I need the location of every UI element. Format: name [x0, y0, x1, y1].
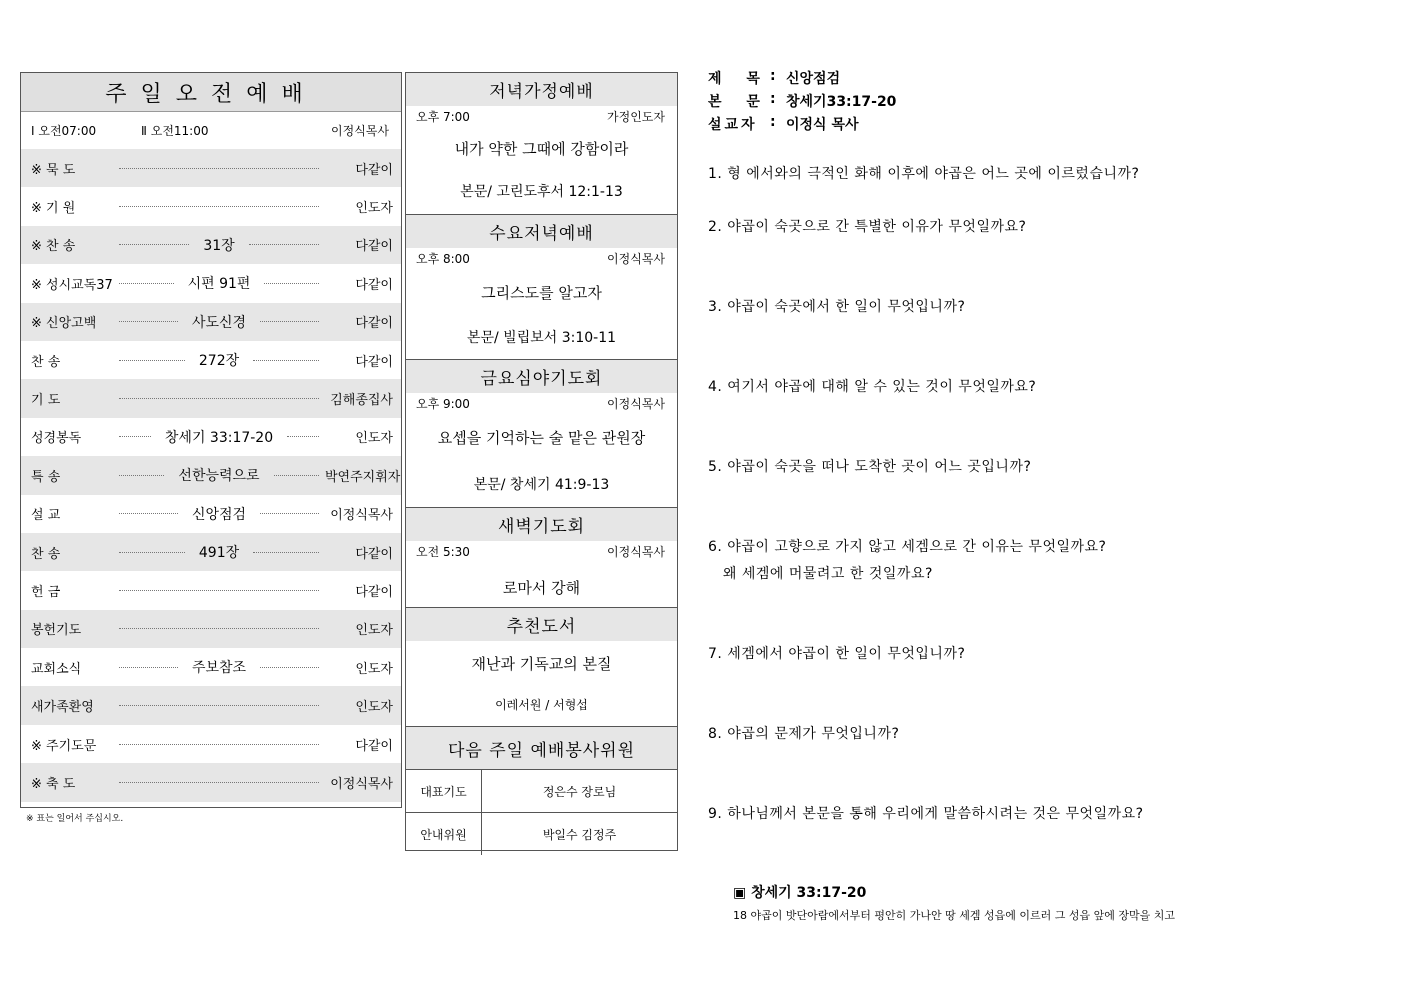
worship-item-leader-line: [113, 465, 325, 485]
worship-item-leader: 다같이: [355, 162, 393, 178]
worship-item-leader-line: [113, 235, 325, 255]
worship-item-leader: 다같이: [355, 316, 393, 332]
worship-order-row: [21, 763, 401, 801]
worship-item-leader-line: [113, 350, 325, 370]
worship-item-leader: 다같이: [355, 546, 393, 562]
dotted-leader: [264, 283, 319, 284]
friday-time: 오후 9:00: [416, 397, 470, 411]
worship-item-leader-line: [113, 504, 325, 524]
worship-item-label: 성경봉독: [31, 431, 82, 447]
dotted-leader: [119, 628, 319, 629]
worship-item-leader: 인도자: [355, 201, 393, 217]
dotted-leader: [274, 475, 319, 476]
dotted-leader: [119, 513, 178, 514]
worship-order-row: [21, 725, 401, 763]
worship-order-row: [21, 149, 401, 187]
title-key: 제 목: [708, 71, 770, 87]
worship-item-leader-line: [113, 744, 325, 745]
staff-names: 정은수 장로님: [482, 770, 678, 813]
question-8: 8. 야곱의 문제가 무엇입니까?: [708, 726, 900, 742]
dotted-leader: [119, 782, 319, 783]
worship-item-leader: 다같이: [355, 584, 393, 600]
worship-item-leader: 이정식목사: [330, 508, 393, 524]
wednesday-text: 본문/ 빌립보서 3:10-11: [466, 330, 617, 346]
evening-leader: 가정인도자: [607, 110, 665, 124]
worship-item-content: 주보참조: [191, 660, 247, 677]
book-author: 이레서원 / 서형섭: [495, 698, 588, 712]
worship-item-label: ※ 찬 송: [31, 239, 76, 255]
worship-item-leader-line: [113, 782, 325, 783]
dotted-leader: [260, 321, 319, 322]
evening-title: 저녁가정예배: [406, 73, 677, 106]
worship-item-content: 시편 91편: [187, 276, 251, 293]
dawn-prayer: [406, 508, 677, 608]
worship-item-leader: 다같이: [355, 354, 393, 370]
sermon-preacher: 이정식 목사: [786, 117, 859, 133]
question-4: 4. 여기서 야곱에 대해 알 수 있는 것이 무엇일까요?: [708, 379, 1037, 395]
dotted-leader: [119, 667, 178, 668]
worship-item-label: 특 송: [31, 469, 61, 485]
dotted-leader: [260, 513, 319, 514]
question-3: 3. 야곱이 숙곳에서 한 일이 무엇입니까?: [708, 299, 966, 315]
recommended-books: [406, 608, 677, 727]
worship-order-row: [21, 379, 401, 417]
friday-leader: 이정식목사: [607, 397, 665, 411]
dotted-leader: [119, 206, 319, 207]
dotted-leader: [119, 744, 319, 745]
bible-passage-title: ▣ 창세기 33:17-20: [733, 885, 867, 901]
worship-order-row: [21, 571, 401, 609]
evening-family-worship: [406, 73, 677, 215]
dotted-leader: [253, 552, 319, 553]
evening-time: 오후 7:00: [416, 110, 470, 124]
worship-item-label: 설 교: [31, 508, 61, 524]
worship-item-content: 선한능력으로: [178, 468, 260, 485]
dotted-leader: [253, 360, 319, 361]
books-title: 추천도서: [406, 608, 677, 641]
dotted-leader: [119, 705, 319, 706]
worship-order-row: [21, 226, 401, 264]
dotted-leader: [119, 552, 185, 553]
worship-item-label: ※ 기 원: [31, 201, 76, 217]
wednesday-time: 오후 8:00: [416, 252, 470, 266]
sunday-worship-title: 주일오전예배: [21, 73, 401, 112]
worship-item-label: 기 도: [31, 393, 61, 409]
worship-staff: [406, 727, 677, 855]
wednesday-sermon: 그리스도를 알고자: [481, 284, 602, 302]
dawn-time: 오전 5:30: [416, 545, 470, 559]
worship-order-row: [21, 187, 401, 225]
worship-item-leader: 인도자: [355, 700, 393, 716]
worship-item-content: 창세기 33:17-20: [164, 429, 274, 446]
dotted-leader: [119, 590, 319, 591]
worship-item-content: 491장: [198, 545, 240, 562]
worship-order-row: [21, 686, 401, 724]
staff-row: [406, 770, 677, 813]
worship-item-label: 헌 금: [31, 584, 61, 600]
worship-item-content: 31장: [203, 237, 235, 254]
dotted-leader: [287, 436, 319, 437]
worship-item-label: 새가족환영: [31, 700, 94, 716]
dawn-sermon: 로마서 강해: [502, 579, 581, 597]
worship-item-leader-line: [113, 273, 325, 293]
worship-order-row: [21, 418, 401, 456]
worship-item-leader: 이정식목사: [330, 776, 393, 792]
worship-item-leader: 다같이: [355, 277, 393, 293]
dotted-leader: [119, 436, 151, 437]
sermon-study-header: 제 목 : 신앙점검 본 문 : 창세기33:17-20 설교자 : 이정식 목사: [708, 68, 1388, 137]
worship-item-content: 사도신경: [191, 314, 247, 331]
worship-item-leader-line: [113, 398, 325, 399]
second-service-time: Ⅱ 오전11:00: [141, 124, 209, 138]
sunday-worship-table: [20, 72, 402, 808]
worship-order-row: [21, 533, 401, 571]
staff-role: 안내위원: [406, 813, 482, 856]
dotted-leader: [119, 398, 319, 399]
friday-title: 금요심야기도회: [406, 360, 677, 393]
friday-sermon: 요셉을 기억하는 술 맡은 관원장: [437, 429, 646, 447]
weekly-schedule: [405, 72, 678, 851]
staff-table: [406, 769, 677, 855]
friday-prayer: [406, 360, 677, 508]
dotted-leader: [119, 475, 164, 476]
worship-item-label: 찬 송: [31, 354, 61, 370]
worship-item-leader: 인도자: [355, 431, 393, 447]
worship-item-leader: 박연주지휘자: [325, 469, 401, 485]
service-pastor: 이정식목사: [331, 124, 389, 138]
dotted-leader: [119, 360, 185, 361]
worship-order-row: [21, 495, 401, 533]
staff-role: 대표기도: [406, 770, 482, 813]
worship-item-label: 봉헌기도: [31, 623, 82, 639]
worship-item-leader-line: [113, 542, 325, 562]
worship-item-content: 272장: [198, 353, 240, 370]
worship-item-leader: 인도자: [355, 623, 393, 639]
dotted-leader: [119, 283, 174, 284]
question-5: 5. 야곱이 숙곳을 떠나 도착한 곳이 어느 곳입니까?: [708, 459, 1032, 475]
worship-item-leader-line: [113, 657, 325, 677]
worship-item-leader: 다같이: [355, 239, 393, 255]
worship-item-leader-line: [113, 206, 325, 207]
dotted-leader: [249, 244, 319, 245]
worship-item-label: 찬 송: [31, 546, 61, 562]
worship-item-leader-line: [113, 590, 325, 591]
wednesday-title: 수요저녁예배: [406, 215, 677, 248]
worship-item-leader-line: [113, 427, 325, 447]
worship-order-row: [21, 610, 401, 648]
wednesday-leader: 이정식목사: [607, 252, 665, 266]
worship-item-leader-line: [113, 168, 325, 169]
order-of-worship: [21, 149, 401, 802]
dotted-leader: [119, 244, 189, 245]
evening-sermon: 내가 약한 그때에 강함이라: [454, 140, 629, 158]
staff-title: 다음 주일 예배봉사위원: [406, 727, 677, 769]
sermon-text: 창세기33:17-20: [786, 94, 897, 110]
standing-footnote: ※ 표는 일어서 주십시오.: [26, 814, 124, 824]
worship-item-label: 교회소식: [31, 661, 82, 677]
worship-item-label: ※ 신앙고백: [31, 316, 97, 332]
evening-text: 본문/ 고린도후서 12:1-13: [460, 184, 623, 200]
staff-names: 박일수 김정주: [482, 813, 678, 856]
worship-item-content: 신앙점검: [191, 506, 247, 523]
bible-verse: 18 야곱이 밧단아람에서부터 평안히 가나안 땅 세겜 성읍에 이르러 그 성읍 앞에 장막을 치고: [733, 909, 1175, 922]
worship-item-label: ※ 축 도: [31, 776, 76, 792]
worship-item-leader: 다같이: [355, 738, 393, 754]
worship-item-label: ※ 성시교독37: [31, 277, 113, 293]
worship-order-row: [21, 456, 401, 494]
book-title: 재난과 기독교의 본질: [471, 655, 612, 673]
worship-order-row: [21, 648, 401, 686]
question-1: 1. 형 에서와의 극적인 화해 이후에 야곱은 어느 곳에 이르렀습니까?: [708, 166, 1140, 182]
dotted-leader: [119, 321, 178, 322]
text-key: 본 문: [708, 94, 770, 110]
preacher-key: 설교자: [708, 117, 758, 133]
question-2: 2. 야곱이 숙곳으로 간 특별한 이유가 무엇일까요?: [708, 219, 1027, 235]
staff-row: [406, 813, 677, 856]
wednesday-worship: [406, 215, 677, 360]
first-service-time: Ⅰ 오전07:00: [31, 124, 97, 138]
dotted-leader: [119, 168, 319, 169]
dawn-title: 새벽기도회: [406, 508, 677, 541]
service-times: [21, 112, 401, 149]
dawn-leader: 이정식목사: [607, 545, 665, 559]
worship-order-row: [21, 303, 401, 341]
worship-item-label: ※ 주기도문: [31, 738, 97, 754]
worship-order-row: [21, 341, 401, 379]
question-7: 7. 세겜에서 야곱이 한 일이 무엇입니까?: [708, 646, 966, 662]
worship-order-row: [21, 264, 401, 302]
worship-item-leader: 인도자: [355, 661, 393, 677]
question-6: 6. 야곱이 고향으로 가지 않고 세겜으로 간 이유는 무엇일까요?: [708, 539, 1107, 555]
dotted-leader: [260, 667, 319, 668]
friday-text: 본문/ 창세기 41:9-13: [473, 477, 610, 493]
worship-item-leader-line: [113, 705, 325, 706]
worship-item-leader-line: [113, 312, 325, 332]
sermon-title: 신앙점검: [786, 71, 841, 87]
worship-item-label: ※ 묵 도: [31, 162, 76, 178]
worship-item-leader: 김해종집사: [330, 393, 393, 409]
question-9: 9. 하나님께서 본문을 통해 우리에게 말씀하시려는 것은 무엇일까요?: [708, 806, 1144, 822]
worship-item-leader-line: [113, 628, 325, 629]
question-6-followup: 왜 세겜에 머물려고 한 것일까요?: [708, 566, 933, 582]
